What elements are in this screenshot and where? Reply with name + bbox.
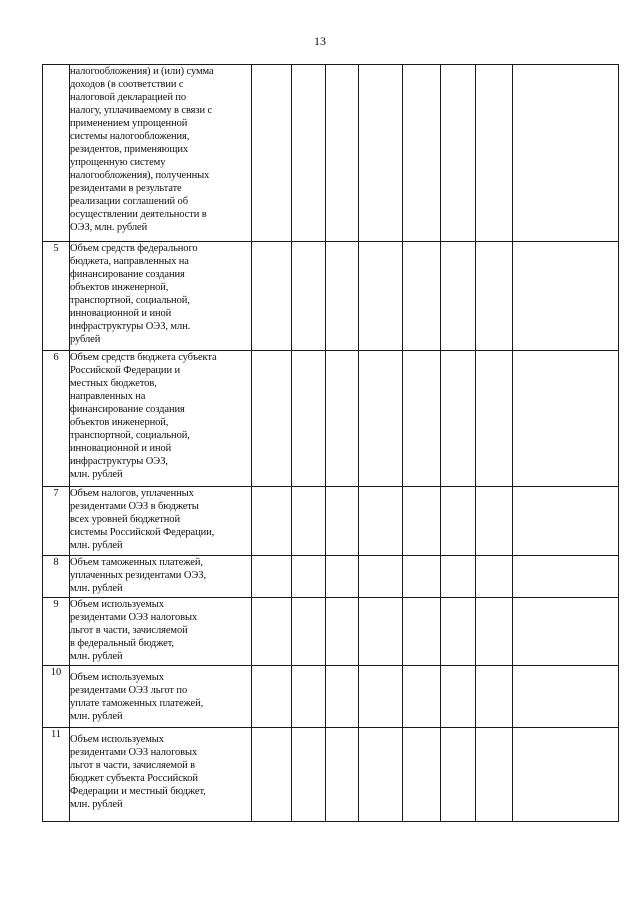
value-cell [513, 487, 619, 556]
value-cell [513, 351, 619, 487]
row-number: 6 [43, 351, 70, 487]
value-cell [252, 65, 292, 242]
value-cell [359, 65, 403, 242]
value-cell [252, 666, 292, 728]
table-row [43, 65, 619, 242]
row-number: 5 [43, 242, 70, 351]
value-cell [252, 598, 292, 666]
value-cell [476, 351, 513, 487]
row-number: 10 [43, 666, 70, 728]
value-cell [292, 242, 326, 351]
indicator-name: Объем используемых резидентами ОЭЗ налоговых льгот в части, зачисляемой в федеральный бюджет, млн. рублей [70, 598, 252, 666]
value-cell [403, 351, 441, 487]
value-cell [441, 351, 476, 487]
value-cell [441, 556, 476, 598]
value-cell [403, 728, 441, 822]
value-cell [326, 556, 359, 598]
value-cell [292, 598, 326, 666]
value-cell [292, 487, 326, 556]
indicator-name: Объем средств бюджета субъекта Российской Федерации и местных бюджетов, направленных на финансирование создания объектов инженерной, транспортной, социальной, инновационной и иной инфраструктуры ОЭЗ, млн. рублей [70, 351, 252, 487]
value-cell [441, 728, 476, 822]
value-cell [252, 351, 292, 487]
value-cell [513, 242, 619, 351]
value-cell [403, 65, 441, 242]
value-cell [513, 556, 619, 598]
value-cell [476, 666, 513, 728]
indicator-name: налогообложения) и (или) сумма доходов (в соответствии с налоговой декларацией по налогу, уплачиваемому в связи с применением упрощенной системы налогообложения, резидентов, применяющих упрощенную систему налогообложения), полученных резидентами в результате реализации соглашений об осуществлении деятельности в ОЭЗ, млн. рублей [70, 65, 252, 242]
row-number: 11 [43, 728, 70, 822]
indicator-name: Объем таможенных платежей, уплаченных резидентами ОЭЗ, млн. рублей [70, 556, 252, 598]
row-number: 7 [43, 487, 70, 556]
value-cell [326, 351, 359, 487]
value-cell [359, 556, 403, 598]
value-cell [292, 666, 326, 728]
value-cell [403, 556, 441, 598]
value-cell [403, 666, 441, 728]
value-cell [441, 242, 476, 351]
indicator-name: Объем используемых резидентами ОЭЗ налоговых льгот в части, зачисляемой в бюджет субъекта Российской Федерации и местный бюджет, млн. рублей [70, 728, 252, 822]
value-cell [513, 65, 619, 242]
value-cell [403, 487, 441, 556]
table-row [43, 666, 619, 728]
value-cell [476, 242, 513, 351]
value-cell [441, 65, 476, 242]
value-cell [326, 487, 359, 556]
value-cell [252, 556, 292, 598]
indicator-name: Объем налогов, уплаченных резидентами ОЭЗ в бюджеты всех уровней бюджетной системы Российской Федерации, млн. рублей [70, 487, 252, 556]
value-cell [292, 728, 326, 822]
value-cell [403, 242, 441, 351]
value-cell [292, 556, 326, 598]
value-cell [326, 666, 359, 728]
value-cell [326, 242, 359, 351]
value-cell [403, 598, 441, 666]
value-cell [441, 666, 476, 728]
page-number: 13 [314, 34, 326, 48]
indicators-table [42, 64, 619, 822]
value-cell [441, 598, 476, 666]
value-cell [359, 598, 403, 666]
value-cell [476, 728, 513, 822]
value-cell [476, 598, 513, 666]
row-number: 8 [43, 556, 70, 598]
row-number [43, 65, 70, 242]
table-row [43, 728, 619, 822]
value-cell [359, 351, 403, 487]
table-row [43, 242, 619, 351]
table-body [43, 65, 619, 822]
value-cell [292, 351, 326, 487]
value-cell [252, 728, 292, 822]
value-cell [326, 65, 359, 242]
table-row [43, 556, 619, 598]
table-row [43, 487, 619, 556]
value-cell [326, 728, 359, 822]
value-cell [476, 65, 513, 242]
value-cell [359, 666, 403, 728]
value-cell [513, 728, 619, 822]
table-row [43, 598, 619, 666]
indicator-name: Объем используемых резидентами ОЭЗ льгот по уплате таможенных платежей, млн. рублей [70, 666, 252, 728]
value-cell [441, 487, 476, 556]
value-cell [326, 598, 359, 666]
value-cell [292, 65, 326, 242]
value-cell [252, 242, 292, 351]
value-cell [359, 242, 403, 351]
value-cell [513, 666, 619, 728]
value-cell [252, 487, 292, 556]
value-cell [359, 487, 403, 556]
indicator-name: Объем средств федерального бюджета, направленных на финансирование создания объектов инженерной, транспортной, социальной, инновационной и иной инфраструктуры ОЭЗ, млн. рублей [70, 242, 252, 351]
row-number: 9 [43, 598, 70, 666]
table-row [43, 351, 619, 487]
value-cell [513, 598, 619, 666]
value-cell [476, 487, 513, 556]
value-cell [359, 728, 403, 822]
value-cell [476, 556, 513, 598]
